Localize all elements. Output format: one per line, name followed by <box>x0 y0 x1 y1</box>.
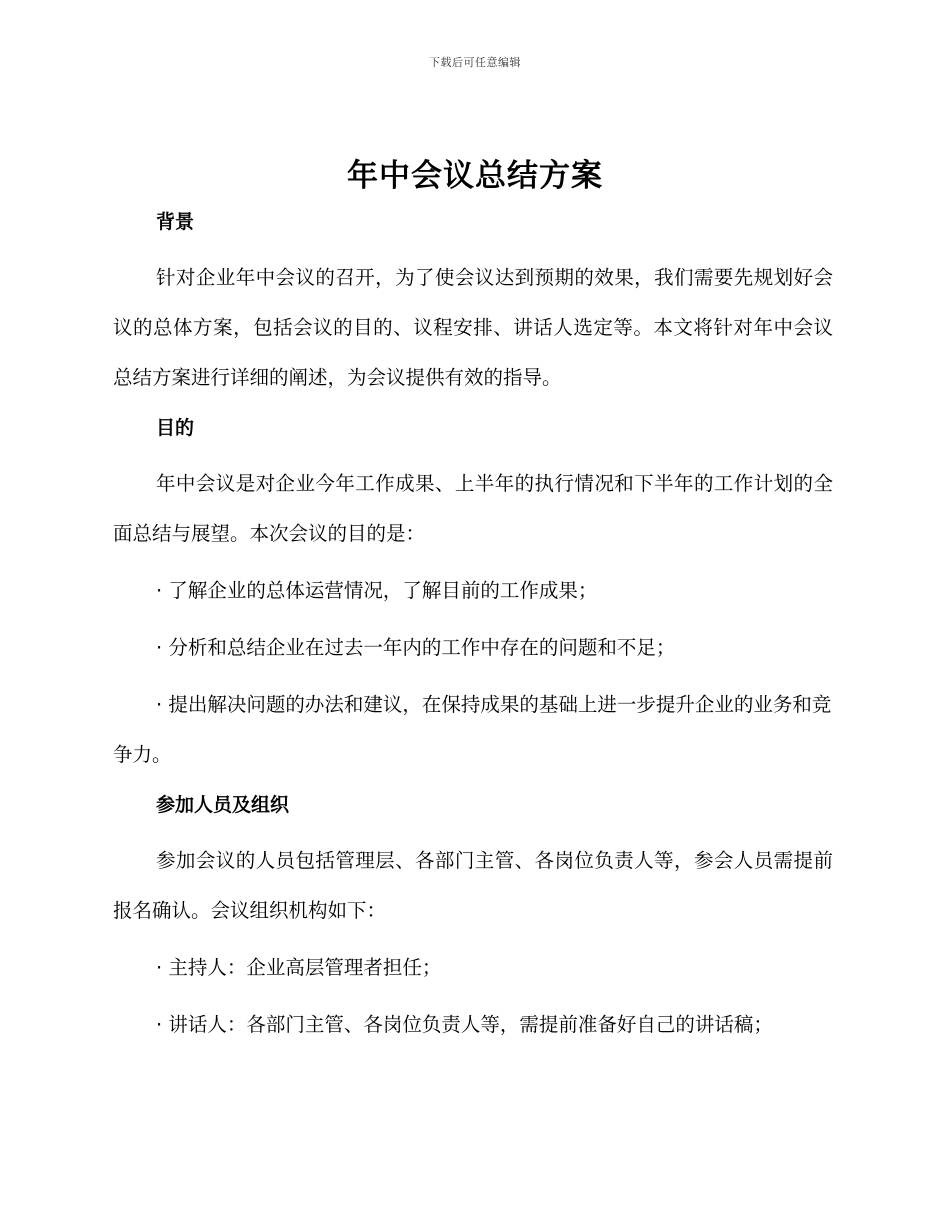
header-note: 下载后可任意编辑 <box>429 56 521 69</box>
page-title: 年中会议总结方案 <box>347 158 603 194</box>
bullet-item: · 主持人：企业高层管理者担任； <box>156 956 442 979</box>
bullet-item: · 了解企业的总体运营情况，了解目前的工作成果； <box>156 579 598 602</box>
section-paragraph: 针对企业年中会议的召开，为了使会议达到预期的效果，我们需要先规划好会议的总体方案，包括会议的目的、议程安排、讲话人选定等。本文将针对年中会议总结方案进行详细的阐述，为会议提供有效的指导。 <box>113 266 833 389</box>
section-heading: 目的 <box>156 417 195 439</box>
section-paragraph: 参加会议的人员包括管理层、各部门主管、各岗位负责人等，参会人员需提前报名确认。会议组织机构如下： <box>113 849 833 922</box>
section-paragraph: 年中会议是对企业今年工作成果、上半年的执行情况和下半年的工作计划的全面总结与展望。本次会议的目的是： <box>113 472 833 545</box>
bullet-item: · 分析和总结企业在过去一年内的工作中存在的问题和不足； <box>156 636 676 659</box>
section-heading: 背景 <box>156 211 195 233</box>
section-heading: 参加人员及组织 <box>156 794 290 816</box>
section-participants <box>113 787 833 1050</box>
bullet-item: · 提出解决问题的办法和建议，在保持成果的基础上进一步提升企业的业务和竞争力。 <box>113 693 832 766</box>
section-background <box>113 204 833 403</box>
document-body <box>113 204 833 1057</box>
section-purpose <box>113 410 833 780</box>
bullet-item: · 讲话人：各部门主管、各岗位负责人等，需提前准备好自己的讲话稿； <box>156 1013 773 1036</box>
